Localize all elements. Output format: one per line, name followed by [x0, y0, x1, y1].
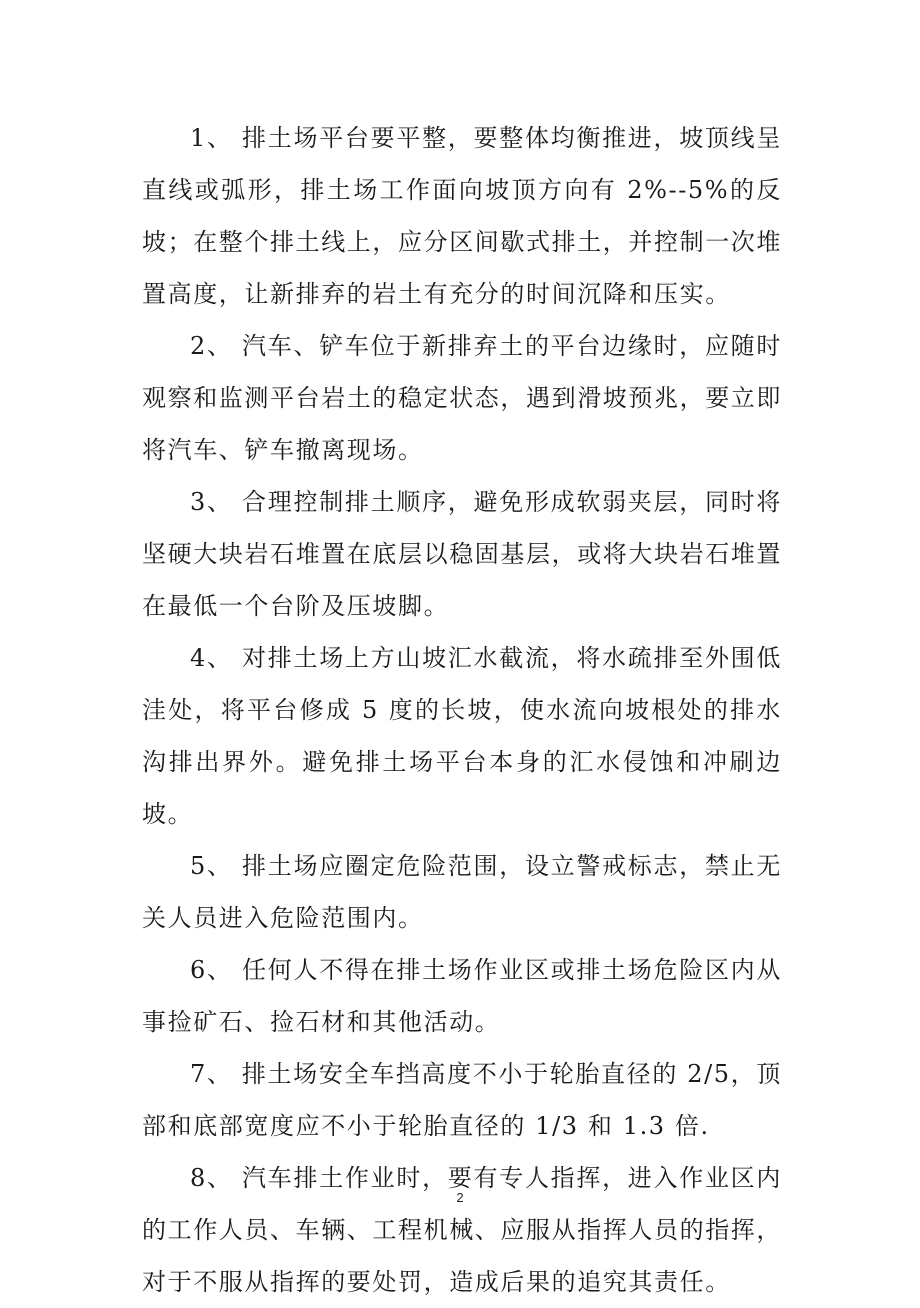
paragraph-3: 3、 合理控制排土顺序，避免形成软弱夹层，同时将坚硬大块岩石堆置在底层以稳固基层，或将大块岩石堆置在最低一个台阶及压坡脚。 — [142, 488, 782, 620]
paragraph-7: 7、 排土场安全车挡高度不小于轮胎直径的 2/5，顶部和底部宽度应不小于轮胎直径的 1/3 和 1.3 倍. — [142, 1060, 782, 1140]
paragraph-4: 4、 对排土场上方山坡汇水截流，将水疏排至外围低洼处，将平台修成 5 度的长坡，使水流向坡根处的排水沟排出界外。避免排土场平台本身的汇水侵蚀和冲刷边坡。 — [142, 644, 782, 828]
paragraph-5: 5、 排土场应圈定危险范围，设立警戒标志，禁止无关人员进入危险范围内。 — [142, 852, 782, 932]
paragraph-1: 1、 排土场平台要平整，要整体均衡推进，坡顶线呈直线或弧形，排土场工作面向坡顶方向有 2%--5%的反坡；在整个排土线上，应分区间歇式排土，并控制一次堆置高度，让新排弃的岩土有充分的时间沉降和压实。 — [142, 124, 782, 308]
document-body — [142, 112, 782, 1308]
paragraph-6: 6、 任何人不得在排土场作业区或排土场危险区内从事捡矿石、捡石材和其他活动。 — [142, 956, 782, 1036]
paragraph-8: 8、 汽车排土作业时，要有专人指挥，进入作业区内的工作人员、车辆、工程机械、应服从指挥人员的指挥，对于不服从指挥的要处罚，造成后果的追究其责任。 — [142, 1164, 782, 1296]
page-number: 2 — [456, 1190, 464, 1205]
paragraph-2: 2、 汽车、铲车位于新排弃土的平台边缘时，应随时观察和监测平台岩土的稳定状态，遇到滑坡预兆，要立即将汽车、铲车撤离现场。 — [142, 332, 782, 464]
